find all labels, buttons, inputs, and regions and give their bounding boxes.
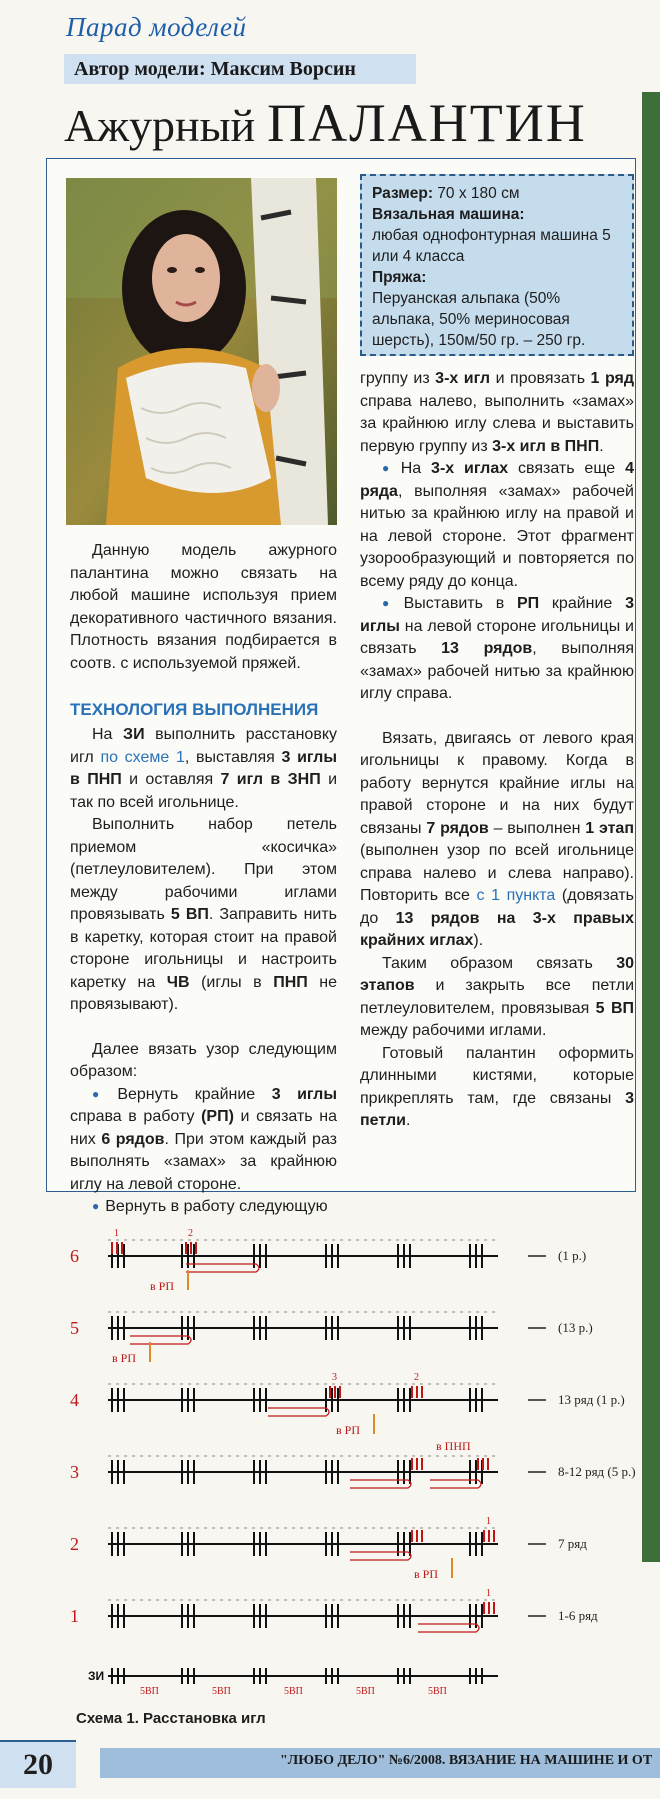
model-photo <box>66 178 337 525</box>
left-column <box>70 724 337 1219</box>
paragraph-2: Выполнить набор петель приемом «косичка» (петлеуловителем). При этом между рабочими иглами провязывать 5 ВП. Заправить нить в каретку, которая стоит на правой стороне игольницы и настроить каретку на ЧВ (иглы в ПНП не провязывают). <box>70 816 337 1013</box>
bullet-1: ● Вернуть крайние 3 иглы справа в работу (РП) и связать на них 6 рядов. При этом каждый раз выполнять «замах» за крайнюю иглу на левой стороне. <box>70 1084 337 1197</box>
yarn-value: Перуанская альпака (50% альпака, 50% мериносовая шерсть), 150м/50 гр. – 250 гр. <box>372 290 586 349</box>
right-column <box>360 368 634 1133</box>
title-big: ПАЛАНТИН <box>267 93 587 153</box>
group-marker: 1 <box>114 1228 119 1239</box>
section-title: Парад моделей <box>66 12 247 42</box>
bullet-3: ● На 3-х иглах связать еще 4 ряда, выполняя «замах» рабочей нитью за крайнюю иглу на правой и на левой стороне. Этот фрагмент узорообразующий и повторяется по всему ряду до конца. <box>360 458 634 593</box>
bullet-2: ● Вернуть в работу следующую <box>70 1196 337 1219</box>
rp-label: в РП <box>150 1279 175 1293</box>
bullet-4: ● Выставить в РП крайние 3 иглы на левой стороне игольницы и связать 13 рядов, выполняя «замах» рабочей нитью за крайнюю иглу справа. <box>360 593 634 706</box>
vp-label: 5ВП <box>284 1686 303 1697</box>
paragraph-6: Готовый палантин оформить длинными кистями, которые прикреплять там, где связаны 3 петли. <box>360 1044 634 1129</box>
carriage-path-arrow <box>350 1480 411 1488</box>
row-number: 2 <box>70 1534 79 1554</box>
vp-label: 5ВП <box>356 1686 375 1697</box>
scheme-diagram <box>0 1228 660 1706</box>
group-marker: 1 <box>486 1516 491 1527</box>
rp-label: в РП <box>414 1567 439 1581</box>
intro-text <box>70 540 337 675</box>
title-small: Ажурный <box>64 100 256 151</box>
row-number: 6 <box>70 1246 79 1266</box>
info-box <box>360 174 634 356</box>
zi-label: ЗИ <box>88 1669 105 1683</box>
row-number: 1 <box>70 1606 79 1626</box>
page-number: 20 <box>0 1740 76 1788</box>
paragraph-3: Далее вязать узор следующим образом: <box>70 1040 337 1080</box>
rp-label: в РП <box>336 1423 361 1437</box>
vp-label: 5ВП <box>140 1686 159 1697</box>
size-value: 70 х 180 см <box>437 185 520 202</box>
rp-label: в РП <box>112 1351 137 1365</box>
paragraph-4: Вязать, двигаясь от левого края игольницы к правому. Когда в работу вернутся крайние иглы на правой стороне и на них будут связаны 7 рядов – выполнен 1 этап (выполнен узор по всей игольнице справа налево и слева направо). Повторить все с 1 пункта (довязать до 13 рядов на 3-х правых крайних иглах). <box>360 729 634 949</box>
row-note: 8-12 ряд (5 р.) <box>558 1464 636 1479</box>
machine-value: любая однофонтурная машина 5 или 4 класса <box>372 227 611 265</box>
size-label: Размер: <box>372 185 433 202</box>
needle-scheme <box>0 1228 660 1711</box>
scheme-caption: Схема 1. Расстановка игл <box>76 1710 266 1727</box>
row-number: 4 <box>70 1390 79 1410</box>
paragraph-5: Таким образом связать 30 этапов и закрыть все петли петлеуловителем, провязывая 5 ВП между рабочими иглами. <box>360 954 634 1039</box>
tech-heading: ТЕХНОЛОГИЯ ВЫПОЛНЕНИЯ <box>70 700 319 719</box>
carriage-path-arrow <box>350 1552 411 1560</box>
pnp-label: в ПНП <box>436 1439 471 1453</box>
carriage-path-arrow <box>268 1408 329 1416</box>
vp-label: 5ВП <box>212 1686 231 1697</box>
page-title <box>64 92 587 154</box>
row-number: 3 <box>70 1462 79 1482</box>
row-note: 7 ряд <box>558 1536 587 1551</box>
row-note: 1-6 ряд <box>558 1608 598 1623</box>
paragraph-c1: группу из 3-х игл и провязать 1 ряд справа налево, выполнить «замах» за крайнюю иглу слева и выставить первую группу из 3-х игл в ПНП. <box>360 370 634 455</box>
yarn-label: Пряжа: <box>372 269 427 286</box>
group-marker: 2 <box>414 1372 419 1383</box>
paragraph-1: На ЗИ выполнить расстановку игл по схеме 1, выставляя 3 иглы в ПНП и оставляя 7 игл в ЗНП и так по всей игольнице. <box>70 726 338 811</box>
intro-paragraph: Данную модель ажурного палантина можно связать на любой машине используя прием декоративного частичного вязания. Плотность вязания подбирается в соотв. с используемой пряжей. <box>70 542 337 672</box>
group-marker: 3 <box>332 1372 337 1383</box>
group-marker: 1 <box>486 1588 491 1599</box>
carriage-path-arrow <box>430 1480 481 1488</box>
vp-label: 5ВП <box>428 1686 447 1697</box>
author-bar: Автор модели: Максим Ворсин <box>64 54 416 84</box>
group-marker: 2 <box>188 1228 193 1239</box>
carriage-path-arrow <box>186 1264 259 1272</box>
row-number: 5 <box>70 1318 79 1338</box>
row-note: (13 р.) <box>558 1320 593 1335</box>
row-note: (1 р.) <box>558 1248 587 1263</box>
footer-journal: "ЛЮБО ДЕЛО" №6/2008. ВЯЗАНИЕ НА МАШИНЕ И ОТ <box>280 1753 653 1768</box>
machine-label: Вязальная машина: <box>372 206 525 223</box>
row-note: 13 ряд (1 р.) <box>558 1392 625 1407</box>
